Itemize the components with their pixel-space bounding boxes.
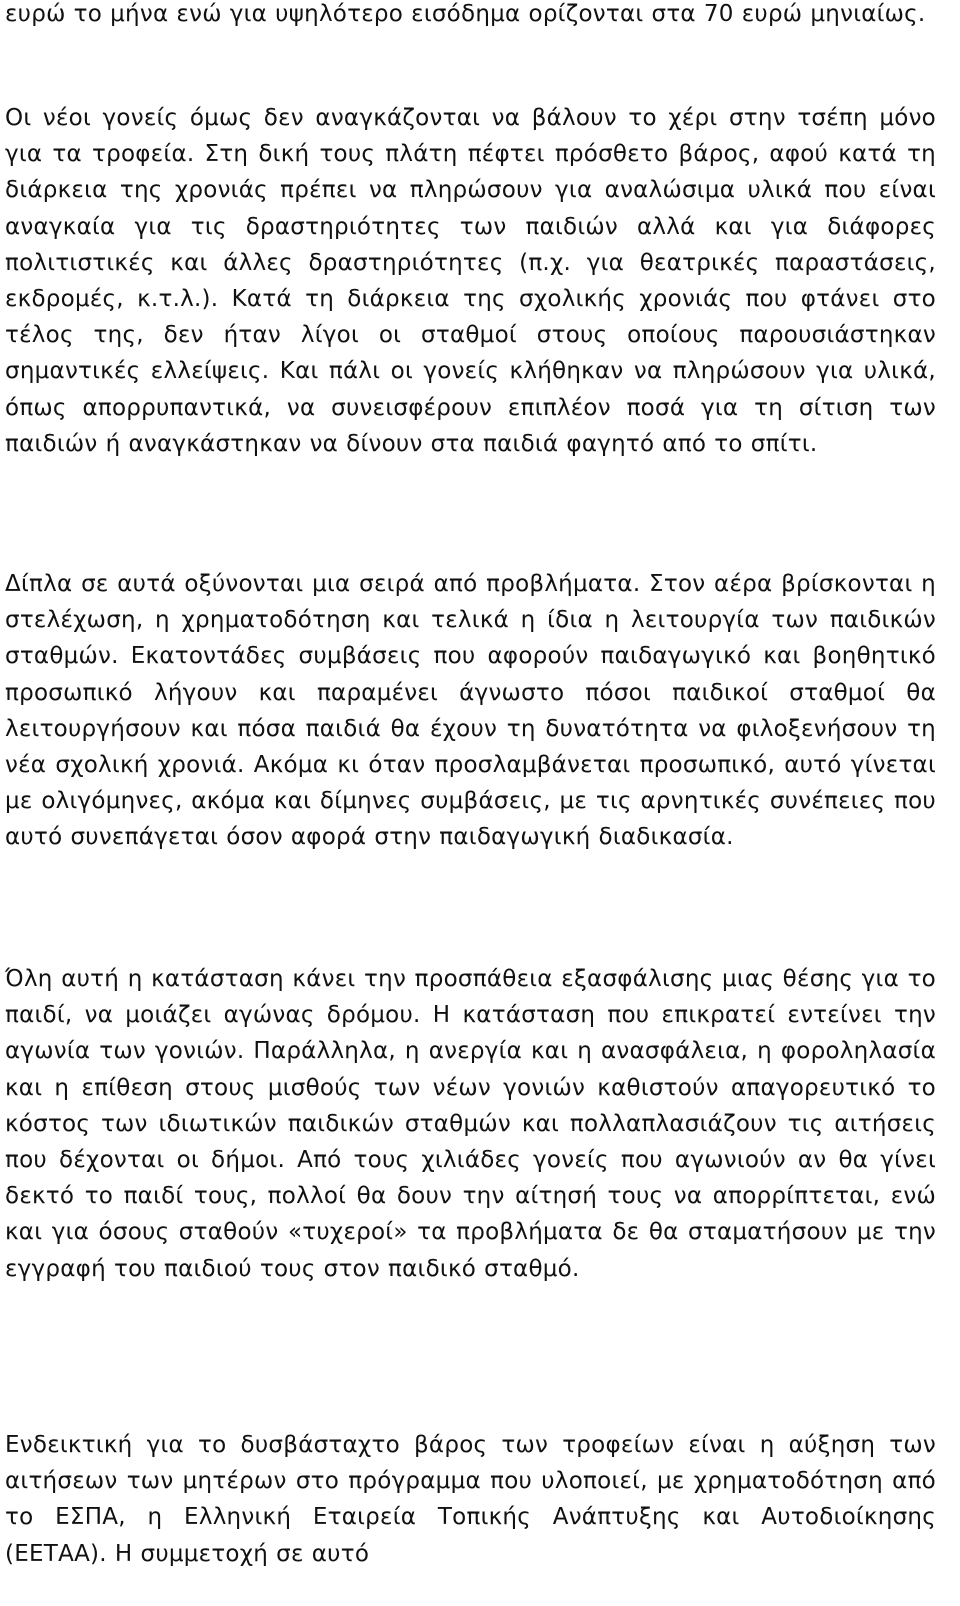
paragraph-applications: Ενδεικτική για το δυσβάσταχτο βάρος των τροφείων είναι η αύξηση των αιτήσεων των μητέρων στο πρόγραμμα που υλοποιεί, με χρηματοδότηση από το ΕΣΠΑ, η Ελληνική Εταιρεία Τοπικής Ανάπτυξης και Αυτοδιοίκησης (ΕΕΤΑΑ). Η συμμετοχή σε αυτό [5, 1432, 936, 1567]
paragraph-extra-costs: Οι νέοι γονείς όμως δεν αναγκάζονται να βάλουν το χέρι στην τσέπη μόνο για τα τροφεία. Στη δική τους πλάτη πέφτει πρόσθετο βάρος, αφού κατά τη διάρκεια της χρονιάς πρέπει να πληρώσουν για αναλώσιμα υλικά που είναι αναγκαία για τις δραστηριότητες των παιδιών αλλά και για διάφορες πολιτιστικές και άλλες δραστηριότητες (π.χ. για θεατρικές παραστάσεις, εκδρομές, κ.τ.λ.). Κατά τη διάρκεια της σχολικής χρονιάς που φτάνει στο τέλος της, δεν ήταν λίγοι οι σταθμοί στους οποίους παρουσιάστηκαν σημαντικές ελλείψεις. Και πάλι οι γονείς κλήθηκαν να πληρώσουν για υλικά, όπως απορρυπαντικά, να συνεισφέρουν επιπλέον ποσά για τη σίτιση των παιδιών ή αναγκάστηκαν να δίνουν στα παιδιά φαγητό από το σπίτι. [5, 105, 936, 457]
paragraph-fees-continued: ευρώ το μήνα ενώ για υψηλότερο εισόδημα ορίζονται στα 70 ευρώ μηνιαίως. [5, 1, 926, 27]
paragraph-problems: Δίπλα σε αυτά οξύνονται μια σειρά από προβλήματα. Στον αέρα βρίσκονται η στελέχωση, η χρηματοδότηση και τελικά η ίδια η λειτουργία των παιδικών σταθμών. Εκατοντάδες συμβάσεις που αφορούν παιδαγωγικό και βοηθητικό προσωπικό λήγουν και παραμένει άγνωστο πόσοι παιδικοί σταθμοί θα λειτουργήσουν και πόσα παιδιά θα έχουν τη δυνατότητα να φιλοξενήσουν τη νέα σχολική χρονιά. Ακόμα κι όταν προσλαμβάνεται προσωπικό, αυτό γίνεται με ολιγόμηνες, ακόμα και δίμηνες συμβάσεις, με τις αρνητικές συνέπειες που αυτό συνεπάγεται όσον αφορά στην παιδαγωγική διαδικασία. [5, 571, 936, 851]
paragraph-situation: Όλη αυτή η κατάσταση κάνει την προσπάθεια εξασφάλισης μιας θέσης για το παιδί, να μοιάζει αγώνας δρόμου. Η κατάσταση που επικρατεί εντείνει την αγωνία των γονιών. Παράλληλα, η ανεργία και η ανασφάλεια, η φοροληλασία και η επίθεση στους μισθούς των νέων γονιών καθιστούν απαγορευτικό το κόστος των ιδιωτικών παιδικών σταθμών και πολλαπλασιάζουν τις αιτήσεις που δέχονται οι δήμοι. Από τους χιλιάδες γονείς που αγωνιούν αν θα γίνει δεκτό το παιδί τους, πολλοί θα δουν την αίτησή τους να απορρίπτεται, ενώ και για όσους σταθούν «τυχεροί» τα προβλήματα δε θα σταματήσουν με την εγγραφή του παιδιού τους στον παιδικό σταθμό. [5, 966, 936, 1282]
